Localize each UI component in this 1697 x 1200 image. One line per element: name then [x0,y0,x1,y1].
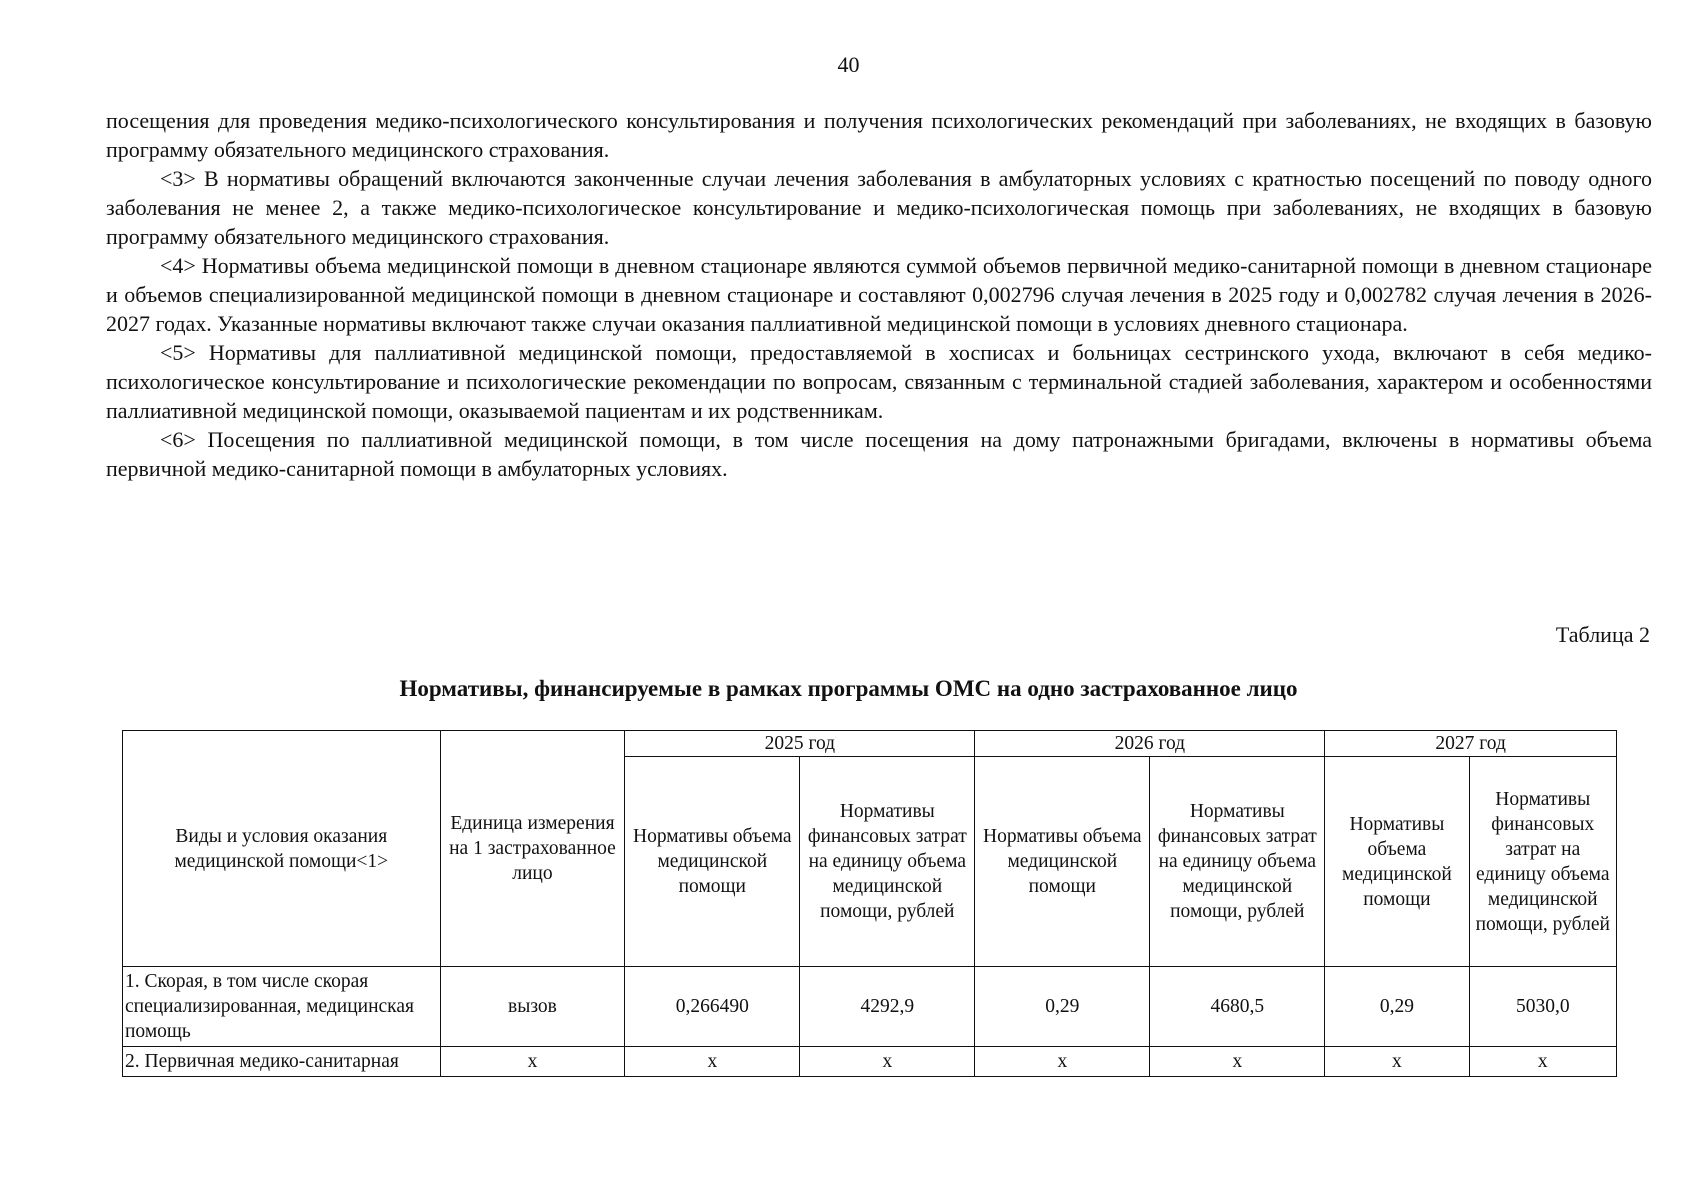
footnote-6: <6> Посещения по паллиативной медицинской помощи, в том числе посещения на дому патронажными бригадами, включены в нормативы объема первичной медико-санитарной помощи в амбулаторных условиях. [106,427,1652,481]
header-volume-2027: Нормативы объема медицинской помощи [1325,757,1469,967]
header-volume-2026: Нормативы объема медицинской помощи [975,757,1150,967]
row-value: 0,29 [975,967,1150,1047]
table-row [123,967,1617,1047]
row-value: 5030,0 [1469,967,1616,1047]
row-value: х [1150,1047,1325,1077]
row-unit: вызов [440,967,625,1047]
header-kind: Виды и условия оказания медицинской помощи<1> [123,731,441,967]
row-unit: х [440,1047,625,1077]
row-value: 0,29 [1325,967,1469,1047]
header-year-2026: 2026 год [975,731,1325,757]
footnote-5: <5> Нормативы для паллиативной медицинской помощи, предоставляемой в хосписах и больницах сестринского ухода, включают в себя медико-психологическое консультирование и психологические рекомендации по вопросам, связанным с терминальной стадией заболевания, характером и особенностями паллиативной медицинской помощи, оказываемой пациентам и их родственникам. [106,340,1652,423]
row-value: 0,266490 [625,967,800,1047]
header-unit: Единица измерения на 1 застрахованное лицо [440,731,625,967]
row-kind: 1. Скорая, в том числе скорая специализированная, медицинская помощь [123,967,441,1047]
footnote-3: <3> В нормативы обращений включаются законченные случаи лечения заболевания в амбулаторных условиях с кратностью посещений по поводу одного заболевания не менее 2, а также медико-психологическое консультирование и медико-психологическая помощь при заболеваниях, не входящих в базовую программу обязательного медицинского страхования. [106,166,1652,249]
row-value: х [1469,1047,1616,1077]
header-year-2025: 2025 год [625,731,975,757]
page-number: 40 [837,52,860,77]
header-cost-2026: Нормативы финансовых затрат на единицу объема медицинской помощи, рублей [1150,757,1325,967]
row-kind: 2. Первичная медико-санитарная [123,1047,441,1077]
row-value: 4292,9 [800,967,975,1047]
body-text [106,106,1652,483]
paragraph: посещения для проведения медико-психологического консультирования и получения психологических рекомендаций при заболеваниях, не входящих в базовую программу обязательного медицинского страхования. [106,108,1652,162]
table-row [123,1047,1617,1077]
table-label: Таблица 2 [1555,622,1650,647]
header-row-years [123,731,1617,757]
row-value: х [975,1047,1150,1077]
header-volume-2025: Нормативы объема медицинской помощи [625,757,800,967]
row-value: х [1325,1047,1469,1077]
row-value: х [800,1047,975,1077]
footnote-4: <4> Нормативы объема медицинской помощи в дневном стационаре являются суммой объемов первичной медико-санитарной помощи в дневном стационаре и объемов специализированной медицинской помощи в дневном стационаре и составляют 0,002796 случая лечения в 2025 году и 0,002782 случая лечения в 2026-2027 годах. Указанные нормативы включают также случаи оказания паллиативной медицинской помощи в условиях дневного стационара. [106,253,1652,336]
header-cost-2025: Нормативы финансовых затрат на единицу объема медицинской помощи, рублей [800,757,975,967]
header-year-2027: 2027 год [1325,731,1617,757]
header-cost-2027: Нормативы финансовых затрат на единицу объема медицинской помощи, рублей [1469,757,1616,967]
table-title: Нормативы, финансируемые в рамках программы ОМС на одно застрахованное лицо [399,676,1298,701]
row-value: х [625,1047,800,1077]
row-value: 4680,5 [1150,967,1325,1047]
norms-table [122,730,1617,1077]
